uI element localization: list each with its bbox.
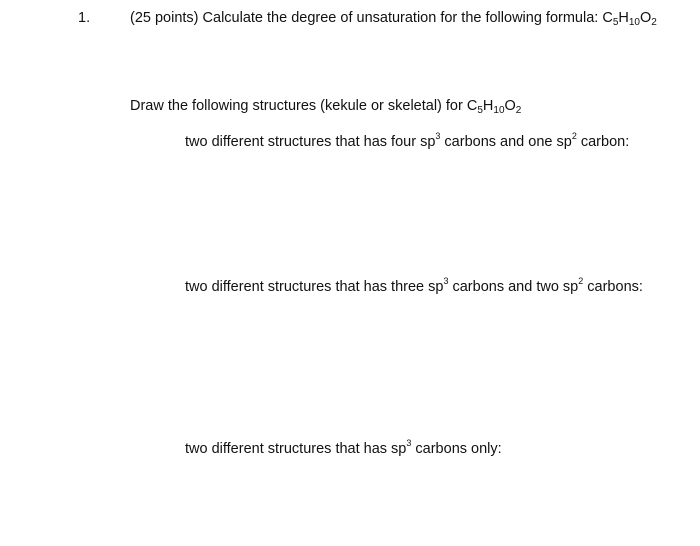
draw-instruction [130,97,521,115]
draw-instruction-text: Draw the following structures (kekule or skeletal) for [130,98,467,114]
subquestion-three-sp3-two-sp2: two different structures that has three $sp^3$ carbons and two $sp^2$ carbons: [185,276,643,295]
question-prompt [130,9,657,27]
question-number: 1. [78,10,91,26]
subquestion-sp3-only: two different structures that has $sp^3$ carbons only: [185,438,502,457]
question-prompt-text: (25 points) Calculate the degree of unsaturation for the following formula: [130,10,603,26]
molecular-formula: $C_5H_{10}O_2$ [466,98,522,116]
molecular-formula: $C_5H_{10}O_2$ [602,10,657,28]
subquestion-four-sp3-one-sp2: two different structures that has four $sp^3$ carbons and one $sp^2$ carbon: [185,131,630,150]
